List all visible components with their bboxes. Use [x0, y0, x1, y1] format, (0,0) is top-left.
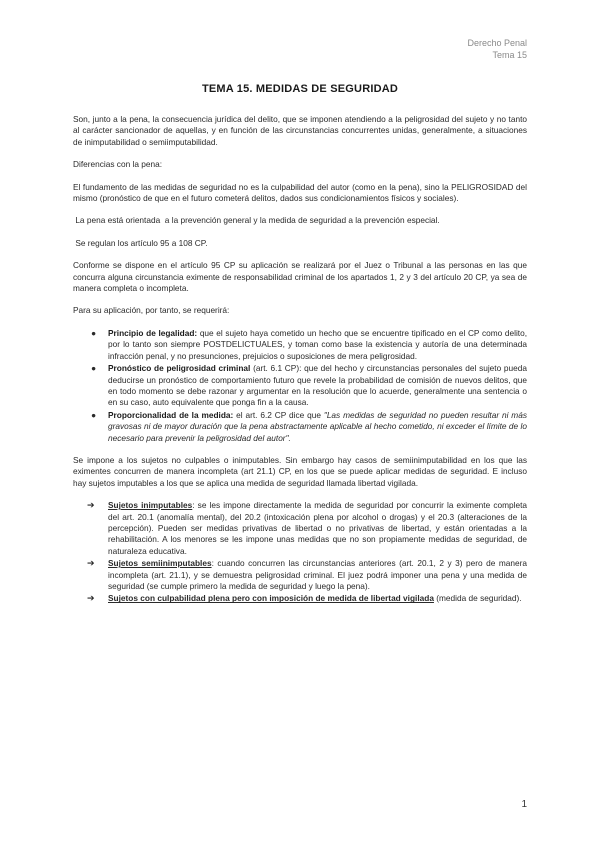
arrow-term: Sujetos inimputables: [108, 500, 193, 511]
arrow-icon: ➔: [87, 593, 95, 604]
list-item: [73, 558, 527, 592]
list-item: [73, 328, 527, 362]
document-body: [73, 114, 527, 606]
bullet-quote: "Las medidas de seguridad no pueden resultar ni más gravosas ni de mayor duración que la pena abstractamente aplicable al hecho cometido, ni exceder el límite de lo necesario para prevenir la peligrosidad del autor".: [108, 409, 527, 443]
conforme-paragraph: Conforme se dispone en el artículo 95 CP su aplicación se realizará por el Juez o Tribunal a las personas en las que concurra alguna circunstancia eximente de responsabilidad criminal de los apartados 1, 2 y 3 del artículo 20 CP, ya sea de manera completa o incompleta.: [73, 260, 527, 294]
page-header: [467, 37, 527, 61]
list-item: [73, 410, 527, 444]
bullet-term: Proporcionalidad de la medida:: [108, 409, 234, 420]
subjects-list: [73, 500, 527, 605]
arrow-term: Sujetos con culpabilidad plena pero con imposición de medida de libertad vigilada: [108, 593, 434, 604]
aplicacion-paragraph: Para su aplicación, por tanto, se requerirá:: [73, 305, 230, 316]
page-title: TEMA 15. MEDIDAS DE SEGURIDAD: [201, 83, 399, 95]
list-item: [73, 500, 527, 557]
bullet-term: Pronóstico de peligrosidad criminal: [108, 363, 251, 374]
arrow-text: : cuando concurren las circunstancias anteriores (art. 20.1, 2 y 3) pero de manera incompleta (art. 21.1), y se demuestra peligrosidad criminal. El juez podrá imponer una pena y una medida de seguridad (se cumple primero la medida de seguridad y luego la pena).: [108, 558, 527, 591]
arrow-text: (medida de seguridad).: [433, 593, 522, 604]
bullet-term: Principio de legalidad:: [108, 327, 198, 338]
fundamento-paragraph: El fundamento de las medidas de seguridad no es la culpabilidad del autor (como en la pena), sino la PELIGROSIDAD del mismo (pronóstico de que en el futuro cometerá delitos, dados sus condicionamientos físicos y sociales).: [73, 181, 527, 204]
bullet-text: el art. 6.2 CP dice que: [233, 409, 324, 420]
page-number: 1: [521, 799, 527, 810]
intro-paragraph: Son, junto a la pena, la consecuencia jurídica del delito, que se imponen atendiendo a la peligrosidad del sujeto y no tanto al carácter sancionador de aquellas, y en función de las circunstancias concurrentes unidas, generalmente, a situaciones de inimputabilidad o semiimputabilidad.: [73, 114, 527, 147]
header-subject: Derecho Penal: [467, 38, 527, 48]
diferencias-paragraph: Diferencias con la pena:: [73, 159, 163, 170]
requirements-list: [73, 328, 527, 444]
header-topic: Tema 15: [492, 50, 527, 60]
se-impone-paragraph: Se impone a los sujetos no culpables o inimputables. Sin embargo hay casos de semiinimputabilidad en los que las eximentes concurren de manera incompleta (art 21.1) CP, en los que se puede aplicar medidas de seguridad. E incluso hay sujetos imputables a los que se aplica una medida de seguridad llamada libertad vigilada.: [73, 454, 527, 488]
arrow-text: : se les impone directamente la medida de seguridad por concurrir la eximente completa del art. 20.1 (anomalía mental), del 20.2 (intoxicación plena por alcohol o drogas) y el 20.3 (alteraciones de la percepción). Pueden ser medidas privativas de libertad o no privativas de libertad, y están orientadas a la rehabilitación. A los menores se les impone unas medidas que no son propiamente medidas de seguridad, de naturaleza educativa.: [108, 500, 527, 556]
regulan-paragraph: Se regulan los artículo 95 a 108 CP.: [73, 237, 208, 248]
list-item: [73, 363, 527, 409]
bullet-icon: ●: [91, 363, 97, 374]
bullet-icon: ●: [91, 327, 97, 338]
bullet-text: que el sujeto haya cometido un hecho que se encuentre tipificado en el CP como delito, por lo tanto son siempre POSTDELICTUALES, y toman como base la existencia y autoría de una determinada infracción penal, y no presunciones, prejuicios o suposiciones de mera peligrosidad.: [108, 327, 528, 361]
bullet-text: (art. 6.1 CP): que del hecho y circunstancias personales del sujeto pueda deducirse un pronóstico de comportamiento futuro que revele la probabilidad de comisión de nuevos delitos, que en todo momento se debe razonar y argumentar en la resolución que lo acuerde, generalmente una sentencia o en su caso, auto equivalente que ponga fin a la causa.: [108, 363, 528, 408]
arrow-term: Sujetos semiinimputables: [108, 558, 212, 569]
bullet-icon: ●: [91, 409, 97, 420]
arrow-icon: ➔: [87, 500, 95, 511]
list-item: [73, 593, 527, 604]
orientada-paragraph: La pena está orientada a la prevención general y la medida de seguridad a la prevención especial.: [73, 215, 440, 226]
arrow-icon: ➔: [87, 558, 95, 569]
